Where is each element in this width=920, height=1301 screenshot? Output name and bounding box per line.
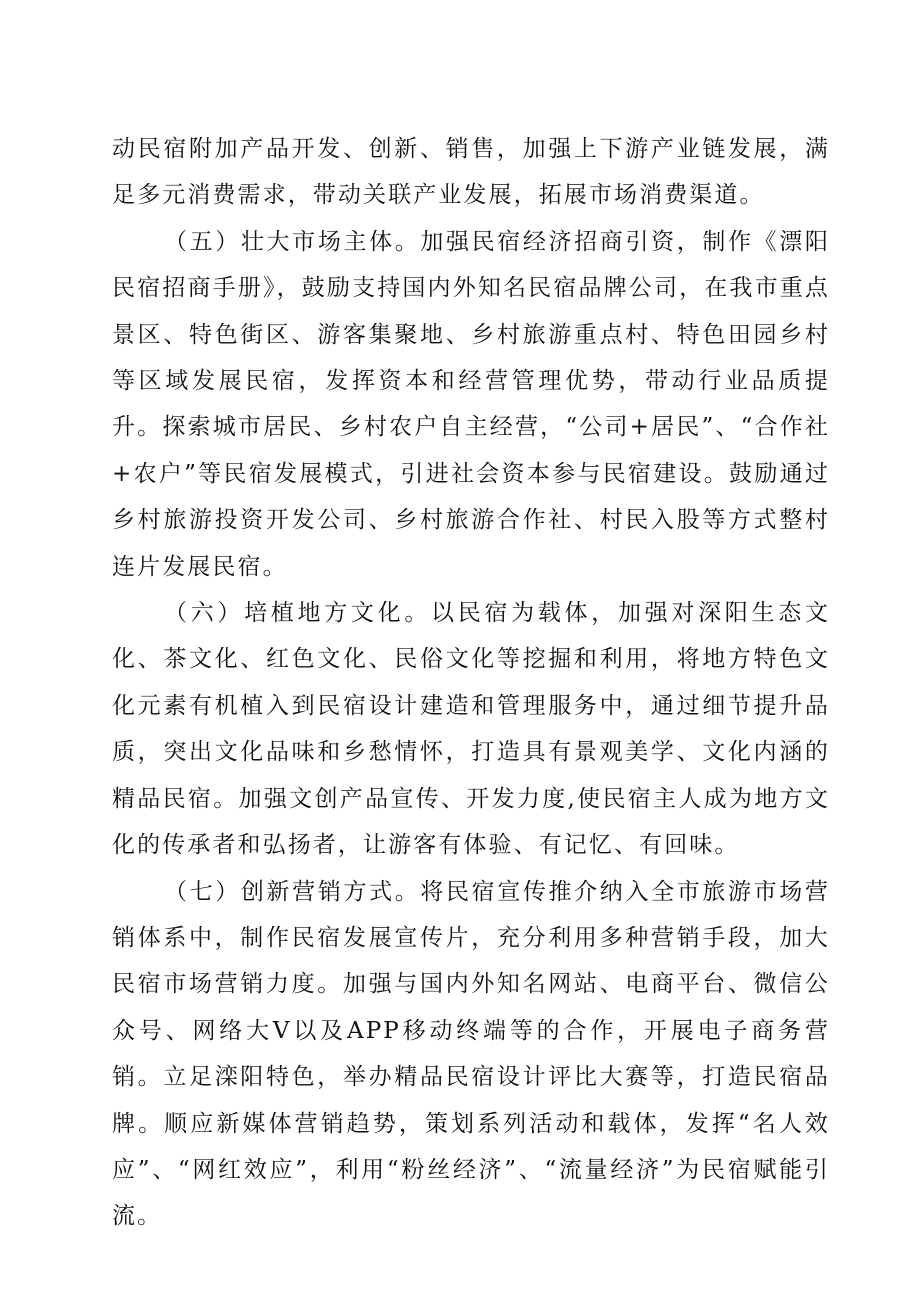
document-page	[112, 126, 830, 1240]
paragraph-section-6: （六）培植地方文化。以民宿为载体，加强对深阳生态文化、茶文化、红色文化、民俗文化等挖掘和利用，将地方特色文化元素有机植入到民宿设计建造和管理服务中，通过细节提升品质，突出文化品味和乡愁情怀，打造具有景观美学、文化内涵的精品民宿。加强文创产品宣传、开发力度,使民宿主人成为地方文化的传承者和弘扬者，让游客有体验、有记忆、有回味。	[112, 600, 830, 859]
paragraph-section-7: （七）创新营销方式。将民宿宣传推介纳入全市旅游市场营销体系中，制作民宿发展宣传片，充分利用多种营销手段，加大民宿市场营销力度。加强与国内外知名网站、电商平台、微信公众号、网络大V以及APP移动终端等的合作，开展电子商务营销。立足滦阳特色，举办精品民宿设计评比大赛等，打造民宿品牌。顺应新媒体营销趋势，策划系列活动和载体，发挥“名人效应”、“网红效应”，利用“粉丝经济”、“流量经济”为民宿赋能引流。	[112, 878, 830, 1230]
paragraph-section-5: （五）壮大市场主体。加强民宿经济招商引资，制作《漂阳民宿招商手册》，鼓励支持国内外知名民宿品牌公司，在我市重点景区、特色街区、游客集聚地、乡村旅游重点村、特色田园乡村等区域发展民宿，发挥资本和经营管理优势，带动行业品质提升。探索城市居民、乡村农户自主经营，“公司+居民”、“合作社+农户”等民宿发展模式，引进社会资本参与民宿建设。鼓励通过乡村旅游投资开发公司、乡村旅游合作社、村民入股等方式整村连片发展民宿。	[112, 228, 830, 580]
paragraph-continuation: 动民宿附加产品开发、创新、销售，加强上下游产业链发展，满足多元消费需求，带动关联产业发展，拓展市场消费渠道。	[112, 136, 830, 209]
